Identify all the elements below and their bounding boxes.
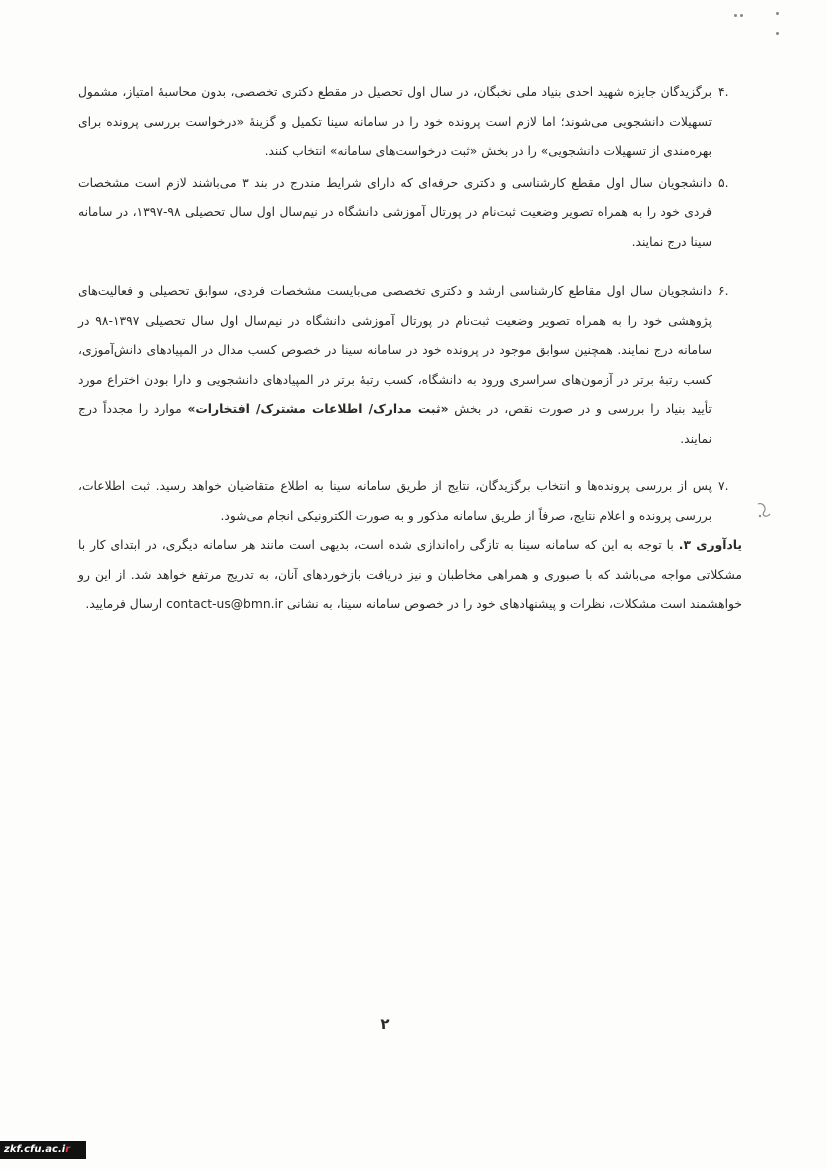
watermark-suffix: r xyxy=(65,1144,71,1155)
list-item-4 xyxy=(78,78,729,167)
item-text: برگزیدگان جایزه شهید احدی بنیاد ملی نخبگان، در سال اول تحصیل در مقطع دکتری تخصصی، بدون محاسبۀ امتیاز، مشمول تسهیلات دانشجویی می‌شوند؛ اما لازم است پرونده خود را در سامانه سینا تکمیل و گزینۀ «درخواست بررسی پرونده برای بهره‌مندی از تسهیلات دانشجویی» را در بخش «ثبت درخواست‌های سامانه» انتخاب کنند. xyxy=(78,85,712,158)
reminder-text xyxy=(78,531,742,620)
list-item-5 xyxy=(78,169,729,258)
item-text-bold: «ثبت مدارک/ اطلاعات مشترک/ افتخارات» xyxy=(187,402,449,416)
item-text-part: موارد را مجدداً درج نمایند. xyxy=(78,402,712,446)
reminder-note xyxy=(78,531,742,620)
watermark-prefix: zkf xyxy=(4,1144,21,1155)
item-number: ۷. xyxy=(718,479,729,493)
watermark-domain: .cfu.ac.i xyxy=(20,1144,66,1155)
document-body xyxy=(78,78,742,620)
list-item-6 xyxy=(78,277,729,454)
site-watermark xyxy=(0,1141,86,1159)
page-number: ۲ xyxy=(380,1015,390,1033)
reminder-body: با توجه به این که سامانه سینا به تازگی راه‌اندازی شده است، بدیهی است مانند هر سامانه دیگری، در ابتدای کار با مشکلاتی مواجه می‌باشد که با صبوری و همراهی مخاطبان و نیز دریافت بازخوردهای آنان، به تدریج مرتفع خواهد شد. از این رو خواهشمند است مشکلات، نظرات و پیشنهادهای خود را در خصوص سامانه سینا، به نشانی xyxy=(78,538,742,611)
reminder-label: یادآوری ۳. xyxy=(678,538,742,552)
item-text: پس از بررسی پرونده‌ها و انتخاب برگزیدگان، نتایج از طریق سامانه سینا به اطلاع متقاضیان خواهد رسید. ثبت اطلاعات، بررسی پرونده و اعلام نتایج، صرفاً از طریق سامانه مذکور و به صورت الکترونیکی انجام می‌شود. xyxy=(78,479,712,523)
item-number: ۵. xyxy=(718,175,729,190)
reminder-end: ارسال فرمایید. xyxy=(85,597,163,611)
item-text: دانشجویان سال اول مقطع کارشناسی و دکتری حرفه‌ای که دارای شرایط مندرج در بند ۳ می‌باشند لازم است مشخصات فردی خود را به همراه تصویر وضعیت ثبت‌نام در پورتال آموزشی دانشگاه در نیم‌سال اول سال تحصیلی ۹۸-۱۳۹۷، در سامانه سینا درج نمایند. xyxy=(78,175,713,249)
item-number: ۶. xyxy=(718,284,729,298)
contact-email: contact-us@bmn.ir xyxy=(166,597,283,611)
scribble-mark-icon xyxy=(755,500,773,522)
item-number: ۴. xyxy=(718,85,729,99)
item-text xyxy=(78,277,712,454)
list-item-7 xyxy=(78,472,729,531)
item-text-part: دانشجویان سال اول مقاطع کارشناسی ارشد و دکتری تخصصی می‌بایست مشخصات فردی، سوابق تحصیلی و فعالیت‌های پژوهشی خود را به همراه تصویر وضعیت ثبت‌نام در پورتال آموزشی دانشگاه در نیم‌سال اول سال تحصیلی ۱۳۹۷-۹۸ در سامانه درج نمایند. همچنین سوابق موجود در پرونده خود در سامانه سینا در خصوص کسب مدال در المپیادهای دانش‌آموزی، کسب رتبۀ برتر در آزمون‌های سراسری ورود به دانشگاه، کسب رتبۀ برتر در المپیادهای دانشجویی و دارا بودن اختراع مورد تأیید بنیاد را بررسی و در صورت نقص، در بخش xyxy=(78,284,712,416)
